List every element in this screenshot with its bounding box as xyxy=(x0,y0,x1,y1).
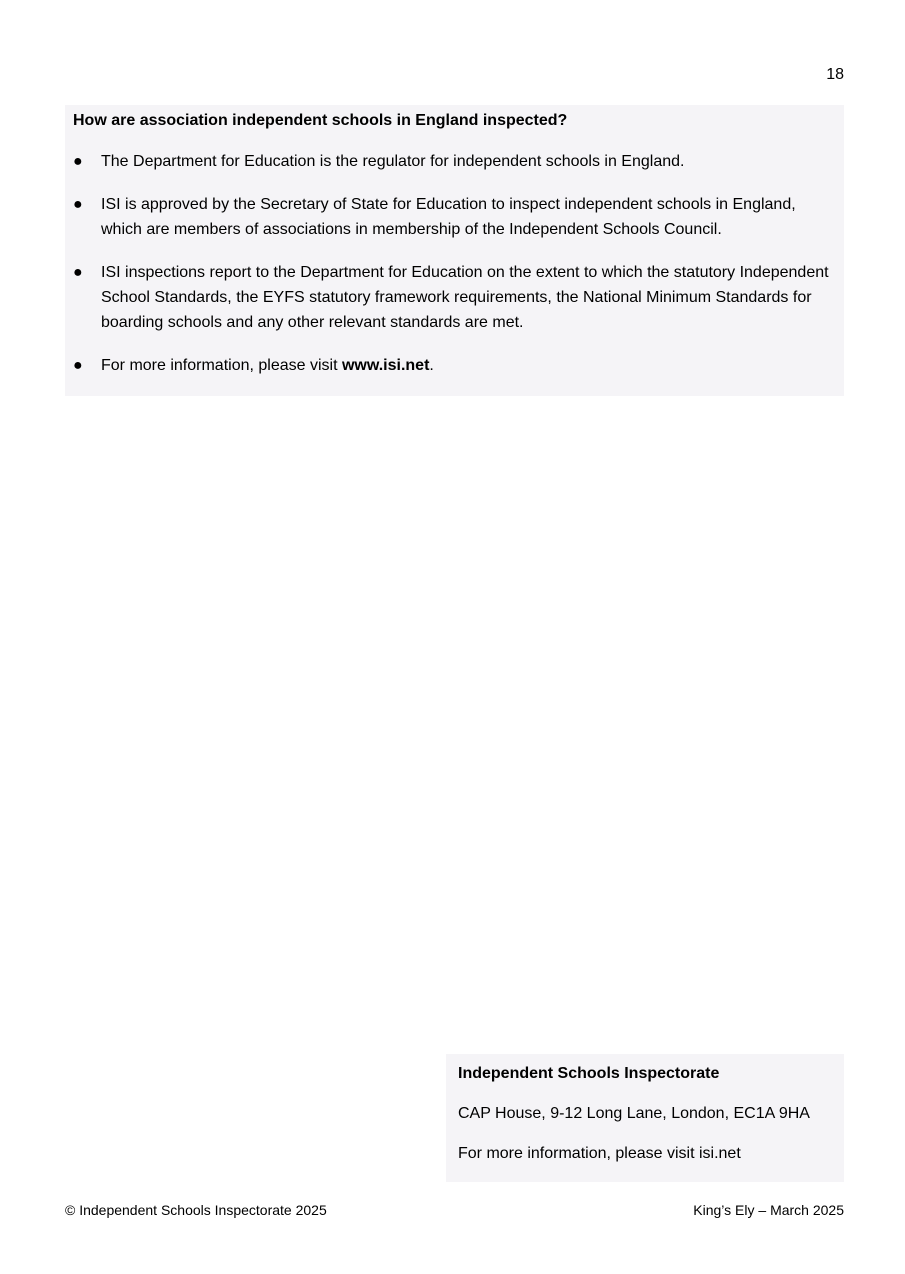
bullet-icon: ● xyxy=(73,153,83,170)
info-title: How are association independent schools in England inspected? xyxy=(73,112,568,129)
bullet-icon: ● xyxy=(73,357,83,374)
page-number: 18 xyxy=(826,66,844,83)
info-bullet-list xyxy=(73,149,836,378)
info-bullet-standards xyxy=(73,260,836,335)
contact-organisation: Independent Schools Inspectorate xyxy=(458,1065,720,1082)
footer-copyright: © Independent Schools Inspectorate 2025 xyxy=(65,1202,327,1218)
info-bullet-more-info xyxy=(73,353,836,378)
bullet-text: ISI is approved by the Secretary of State for Education to inspect independent schools in England, which are members of associations in membership of the Independent Schools Council. xyxy=(101,196,796,238)
contact-more-info: For more information, please visit isi.net xyxy=(458,1145,741,1162)
contact-box xyxy=(446,1054,844,1182)
bullet-text: ISI inspections report to the Department for Education on the extent to which the statutory Independent School Standards, the EYFS statutory framework requirements, the National Minimum Standards for boarding schools and any other relevant standards are met. xyxy=(101,264,829,331)
bullet-text: The Department for Education is the regulator for independent schools in England. xyxy=(101,153,685,170)
info-bullet-approval xyxy=(73,192,836,242)
bullet-icon: ● xyxy=(73,264,83,281)
inspection-info-box xyxy=(65,105,844,396)
footer-report-name: King’s Ely – March 2025 xyxy=(693,1202,844,1218)
bullet-icon: ● xyxy=(73,196,83,213)
more-info-suffix: . xyxy=(429,357,434,374)
contact-address: CAP House, 9-12 Long Lane, London, EC1A 9HA xyxy=(458,1105,810,1122)
isi-website-link[interactable]: www.isi.net xyxy=(341,357,430,374)
more-info-prefix: For more information, please visit xyxy=(101,357,342,374)
info-bullet-regulator xyxy=(73,149,836,174)
